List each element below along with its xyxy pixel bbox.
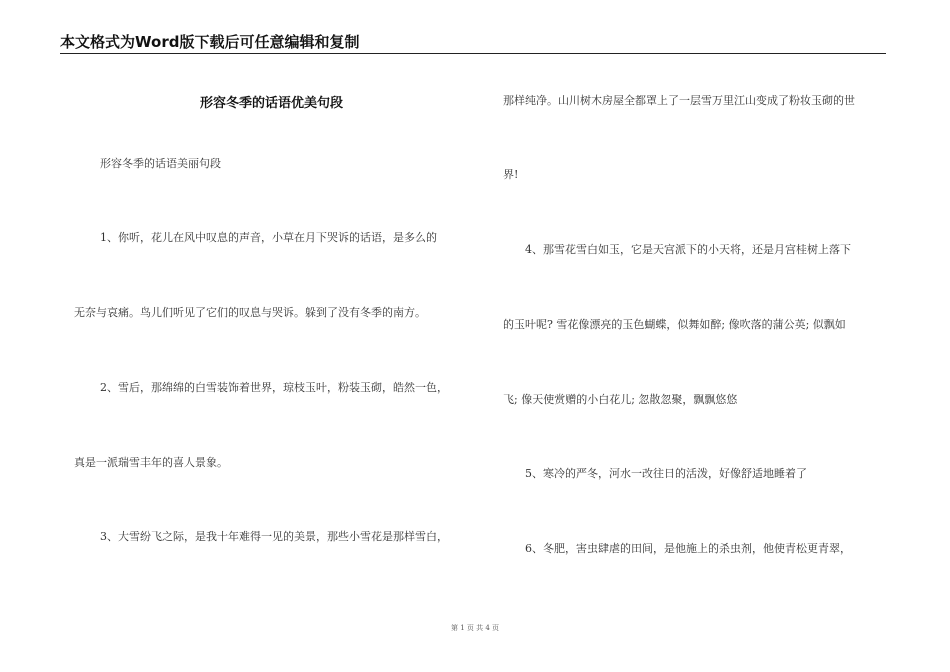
text-line: 界!	[503, 168, 519, 181]
text-line: 4、那雪花雪白如玉，它是天宫派下的小天将，还是月宫桂树上落下	[525, 243, 851, 256]
document-header: 本文格式为Word版下载后可任意编辑和复制	[60, 33, 360, 51]
text-line: 5、寒冷的严冬，河水一改往日的活泼，好像舒适地睡着了	[525, 467, 807, 480]
right-column	[503, 0, 893, 672]
text-line: 2、雪后，那绵绵的白雪装饰着世界，琼枝玉叶，粉装玉砌，皓然一色，	[100, 381, 448, 394]
text-line: 无奈与哀痛。鸟儿们听见了它们的叹息与哭诉。躲到了没有冬季的南方。	[74, 306, 426, 319]
text-line: 3、大雪纷飞之际，是我十年难得一见的美景，那些小雪花是那样雪白，	[100, 530, 448, 543]
page-footer: 第 1 页 共 4 页	[450, 624, 500, 632]
document-title: 形容冬季的话语优美句段	[199, 96, 343, 111]
text-line: 那样纯净。山川树木房屋全都罩上了一层雪万里江山变成了粉妆玉砌的世	[503, 94, 855, 107]
text-line: 飞; 像天使赏赠的小白花儿; 忽散忽聚，飘飘悠悠	[503, 393, 738, 406]
left-column	[74, 0, 469, 672]
text-line: 的玉叶呢? 雪花像漂亮的玉色蝴蝶，似舞如醉; 像吹落的蒲公英; 似飘如	[503, 318, 846, 331]
subtitle-line: 形容冬季的话语美丽句段	[100, 157, 221, 170]
text-line: 真是一派瑞雪丰年的喜人景象。	[74, 456, 228, 469]
text-line: 6、冬肥，害虫肆虐的田间，是他施上的杀虫剂，他使青松更青翠，	[525, 542, 851, 555]
text-line: 1、你听，花儿在风中叹息的声音，小草在月下哭诉的话语，是多么的	[100, 231, 437, 244]
